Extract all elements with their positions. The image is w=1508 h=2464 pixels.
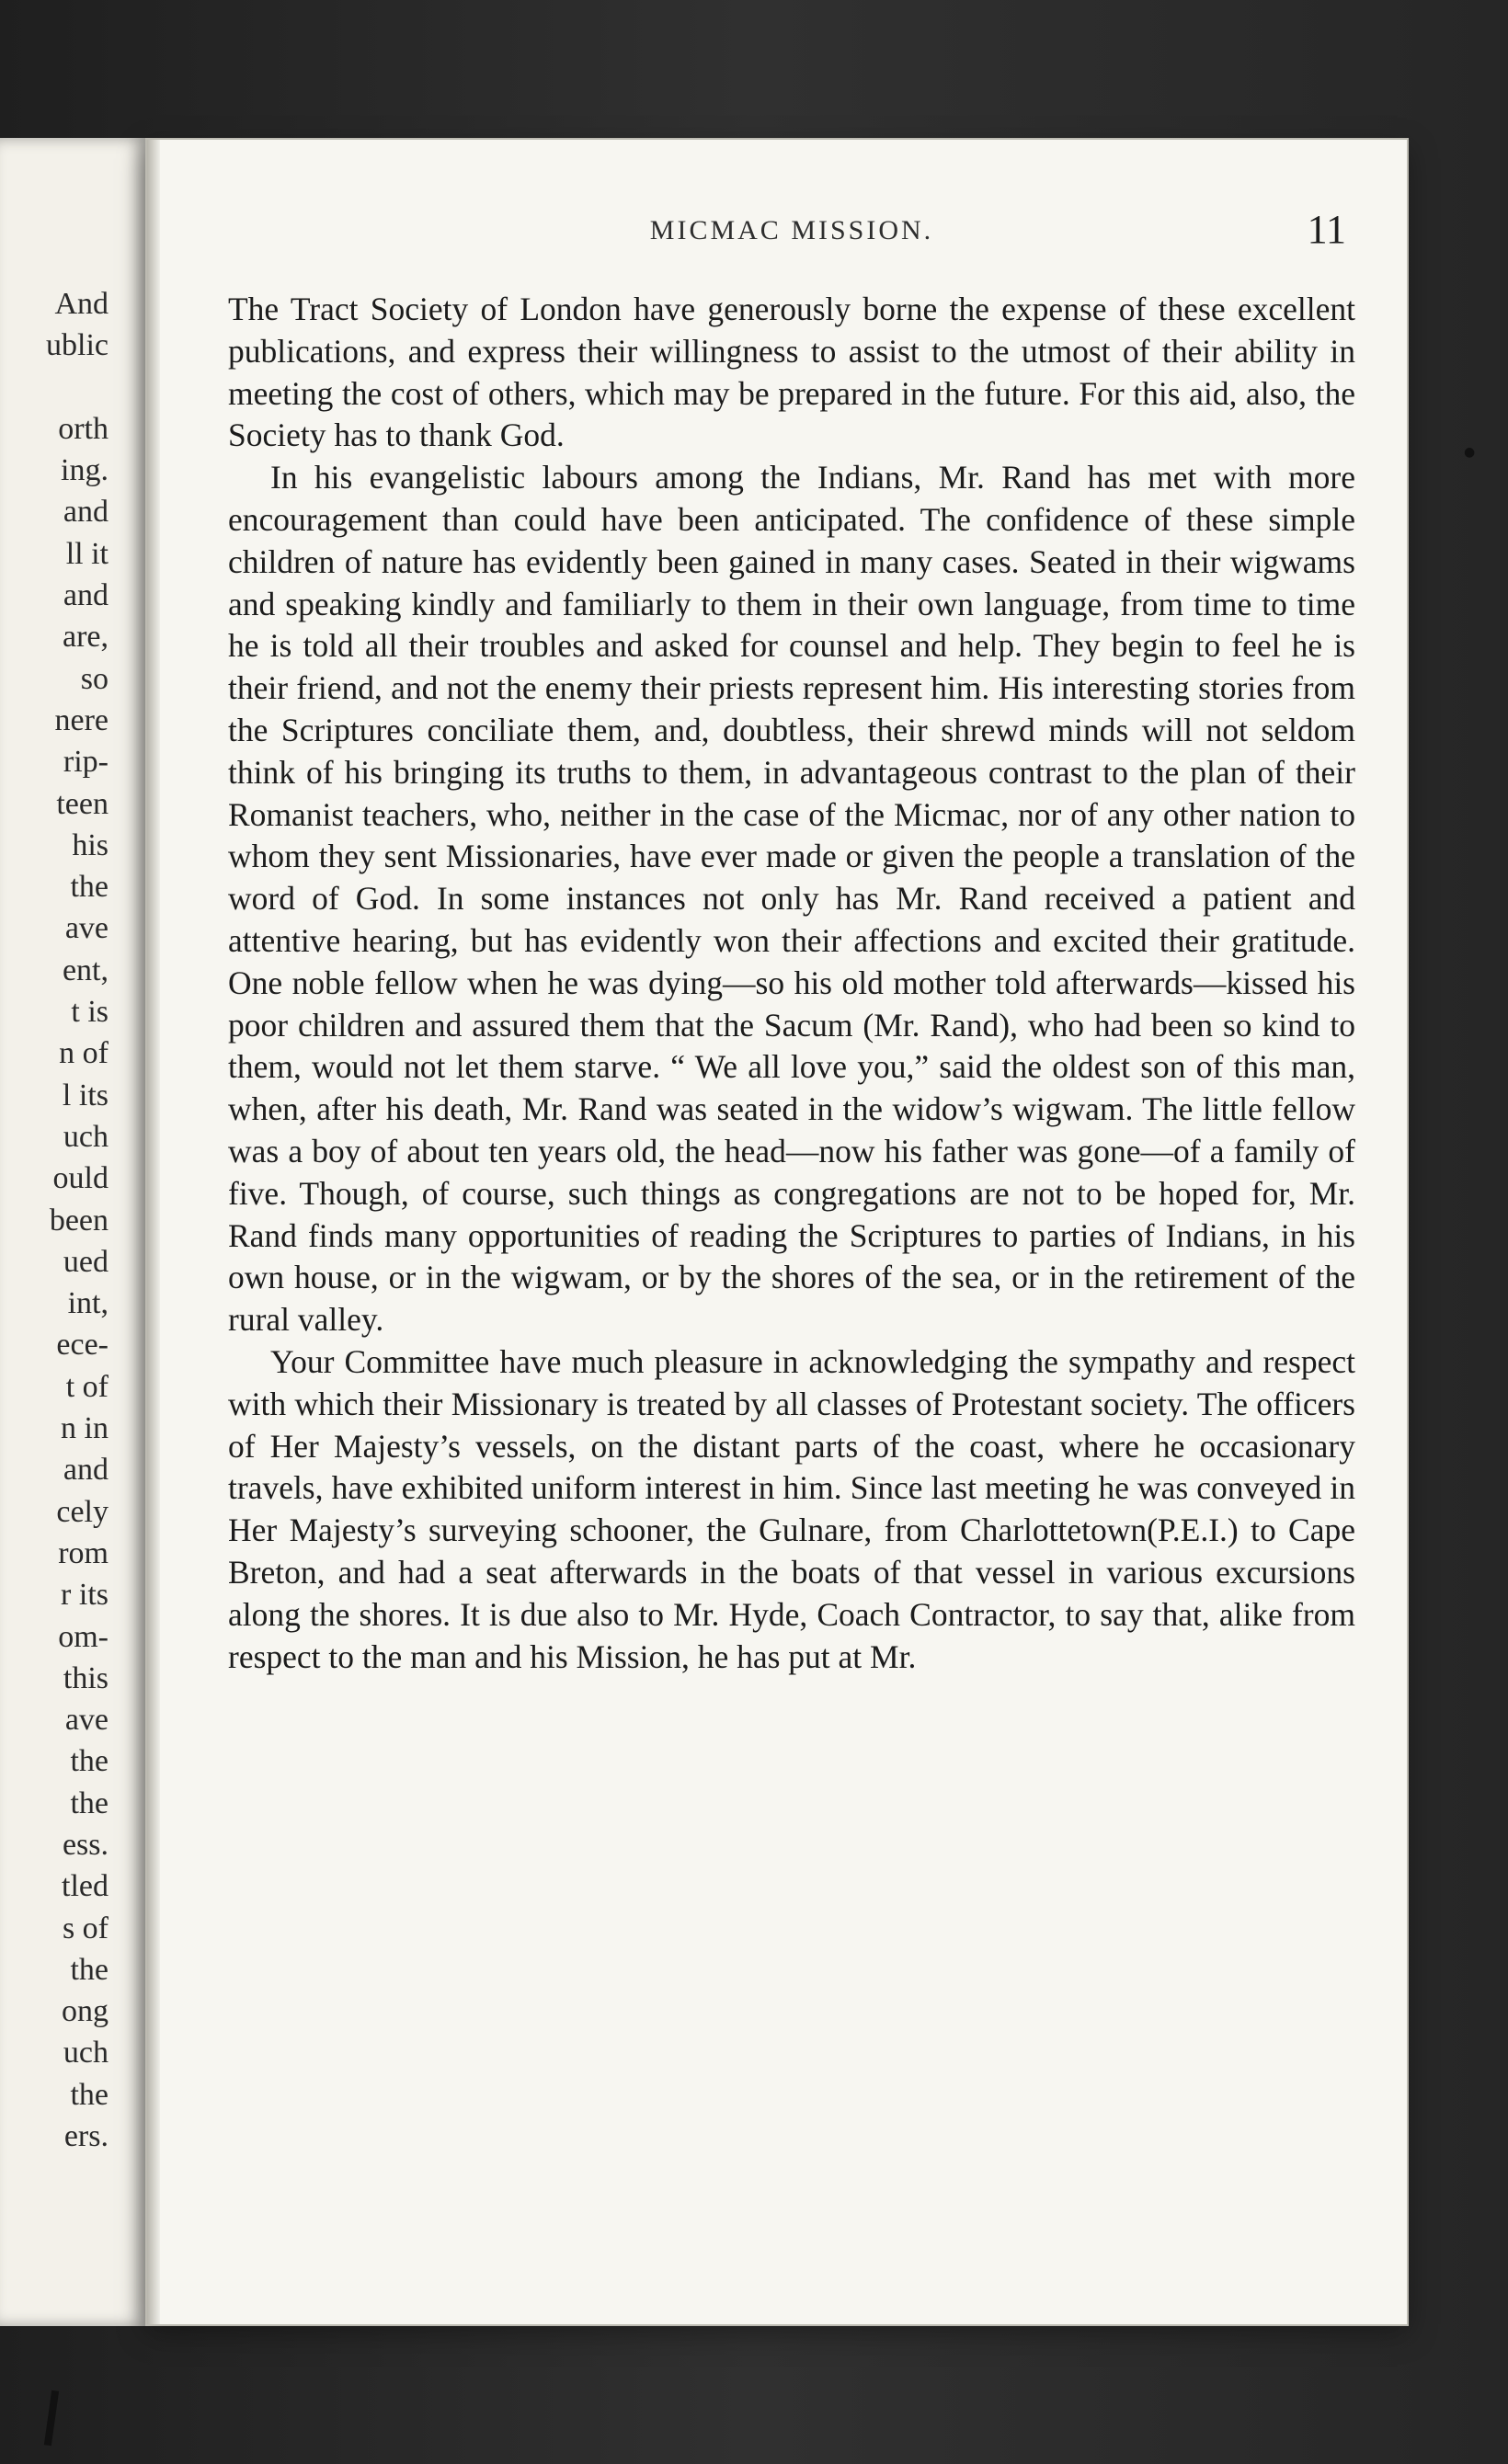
facing-page-line <box>0 367 109 408</box>
facing-page-line: cely <box>56 1494 109 1529</box>
facing-page-line: and <box>63 1453 109 1488</box>
facing-page-line: are, <box>62 620 109 655</box>
facing-page-line: the <box>70 870 109 905</box>
paragraph-1: The Tract Society of London have generously borne the expense of these excellent publications, and express their willingness to assist to the utmost of their ability in meeting the cost of others, which may be prepared in the future. For this aid, also, the Society has to thank God. <box>228 291 1355 454</box>
facing-page-text <box>0 283 109 2157</box>
facing-page-line: r its <box>61 1578 109 1613</box>
facing-page-line: ing. <box>61 453 109 488</box>
facing-page-line: t is <box>71 995 109 1030</box>
facing-page-line: the <box>70 1952 109 1987</box>
paragraph-2: In his evangelistic labours among the Indians, Mr. Rand has met with more encouragement than could have been anticipated. The confidence of these simple children of nature has evidently been gained in many cases. Seated in their wigwams and speaking kindly and familiarly to them in their own language, from time to time he is told all their troubles and asked for counsel and help. They begin to feel he is their friend, and not the enemy their priests represent him. His interesting stories from the Scriptures conciliate them, and, doubtless, their shrewd minds will not seldom think of his bringing its truths to them, in advantageous contrast to the plan of their Romanist teachers, who, neither in the case of the Micmac, nor of any other nation to whom they sent Missionaries, have ever made or given the people a translation of the word of God. In some instances not only has Mr. Rand received a patient and attentive hearing, but has evidently won their affections and excited their gratitude. One noble fellow when he was dying—so his old mother told afterwards—kissed his poor children and assured them that the Sacum (Mr. Rand), who had been so kind to them, would not let them starve. “ We all love you,” said the oldest son of this man, when, after his death, Mr. Rand was seated in the widow’s wigwam. The little fellow was a boy of about ten years old, the head—now his father was gone—of a family of five. Though, of course, such things as congregations are not to be hoped for, Mr. Rand finds many opportunities of reading the Scriptures to parties of Indians, in his own house, or in the wigwam, or by the shores of the sea, or in the retirement of the rural valley. <box>228 459 1355 1339</box>
facing-page-line: om- <box>58 1619 109 1654</box>
facing-page-line: this <box>63 1660 109 1695</box>
facing-page-line: ued <box>63 1244 109 1279</box>
facing-page-line: teen <box>56 786 109 821</box>
facing-page-line: rom <box>58 1535 109 1570</box>
facing-page-line: the <box>70 1744 109 1779</box>
facing-page-line: ould <box>52 1161 109 1196</box>
facing-page-line: uch <box>63 2036 109 2070</box>
facing-page-line: ave <box>64 1703 109 1738</box>
facing-page-line: n of <box>59 1036 109 1071</box>
facing-page-line: int, <box>67 1286 109 1321</box>
facing-page-line: ers. <box>63 2119 109 2154</box>
facing-page-line: tled <box>62 1869 109 1904</box>
facing-page-line: nere <box>54 702 109 737</box>
body-text <box>228 289 1355 2256</box>
facing-page-line: And <box>54 287 109 321</box>
facing-page-line: the <box>70 2077 109 2112</box>
facing-page <box>0 138 147 2326</box>
facing-page-line: n in <box>61 1411 109 1446</box>
facing-page-line: rip- <box>63 745 109 780</box>
facing-page-line: his <box>72 827 109 862</box>
facing-page-line: so <box>80 661 109 696</box>
book-page <box>147 140 1407 2324</box>
facing-page-line: orth <box>58 411 109 446</box>
facing-page-line: and <box>63 578 109 613</box>
facing-page-line: ong <box>62 1994 109 2029</box>
running-head <box>228 206 1355 261</box>
facing-page-line: ublic <box>46 328 109 363</box>
facing-page-line: ave <box>64 911 109 946</box>
facing-page-line: l its <box>62 1078 109 1112</box>
running-title: MICMAC MISSION. <box>649 215 934 245</box>
ink-speck: ● <box>1464 445 1476 460</box>
page-number: 11 <box>1307 207 1346 252</box>
facing-page-line: and <box>63 495 109 530</box>
facing-page-line: ece- <box>56 1328 109 1363</box>
facing-page-line: been <box>49 1203 109 1238</box>
facing-page-line: uch <box>63 1119 109 1154</box>
facing-page-line: s of <box>62 1911 109 1945</box>
facing-page-line: ent, <box>62 953 109 987</box>
facing-page-line: the <box>70 1785 109 1820</box>
facing-page-line: ll it <box>65 536 109 571</box>
paragraph-3: Your Committee have much pleasure in acknowledging the sympathy and respect with which their Missionary is treated by all classes of Protestant society. The officers of Her Majesty’s vessels, on the distant parts of the coast, where he occasionary travels, have exhibited uniform interest in him. Since last meeting he was conveyed in Her Majesty’s surveying schooner, the Gulnare, from Charlottetown(P.E.I.) to Cape Breton, and had a seat afterwards in the boats of that vessel in various excursions along the shores. It is due also to Mr. Hyde, Coach Contractor, to say that, alike from respect to the man and his Mission, he has put at Mr. <box>228 1342 1355 1675</box>
facing-page-line: t of <box>65 1369 109 1404</box>
facing-page-line: ess. <box>62 1827 109 1862</box>
